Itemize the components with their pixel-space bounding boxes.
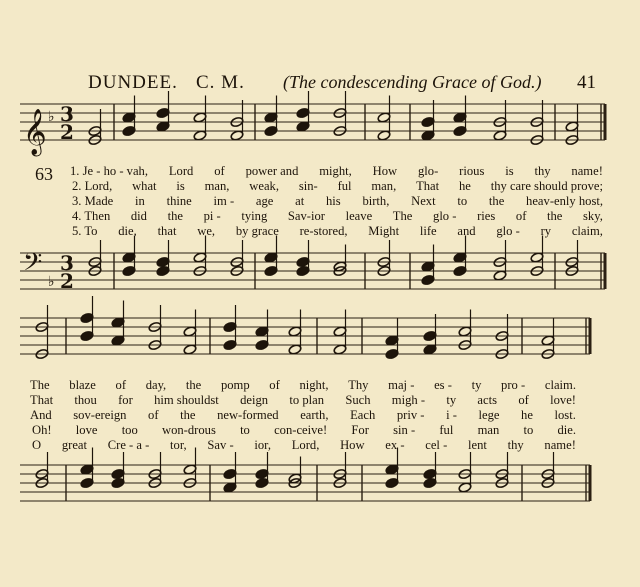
lyric-word: re-stored, <box>299 224 348 238</box>
lyric-word: That <box>30 393 54 407</box>
note-head <box>223 321 237 332</box>
lyric-word: of <box>115 378 127 392</box>
note-head <box>453 265 467 276</box>
lyric-word: acts <box>477 393 498 407</box>
lyric-word: great <box>61 438 87 452</box>
lyric-word: the <box>180 408 196 422</box>
lyric-word: priv - <box>396 408 425 422</box>
lyric-word: his <box>325 194 341 208</box>
note-head <box>80 477 94 488</box>
lyric-word: the <box>547 209 563 223</box>
time-signature-bottom: 2 <box>60 269 74 293</box>
hymn-subtitle: (The condescending Grace of God.) <box>283 72 542 92</box>
lyric-word: thy care should prove; <box>490 179 603 193</box>
lyric-word: of <box>148 408 159 422</box>
note-head <box>530 252 544 263</box>
flat-sign-icon: ♭ <box>48 274 55 290</box>
lyric-word: pro - <box>501 378 526 392</box>
system1-treble-staff <box>0 96 640 166</box>
lyric-word: of <box>269 378 280 392</box>
note-head <box>458 482 472 493</box>
lyric-word: man <box>477 423 500 437</box>
lyric-word: by grace <box>235 224 279 238</box>
note-head <box>193 252 207 263</box>
lyric-word: migh - <box>391 393 426 407</box>
note-head <box>288 344 302 355</box>
lyric-word: what <box>132 179 157 193</box>
note-head <box>458 326 472 337</box>
lyric-word: love <box>75 423 98 437</box>
lyric-word: claim, <box>571 224 603 238</box>
lyric-word: ty <box>471 378 482 392</box>
note-head <box>80 312 94 323</box>
note-head <box>264 252 278 263</box>
lyric-word: Sav - <box>207 438 234 452</box>
lyric-word: too <box>121 423 138 437</box>
note-head <box>80 330 94 341</box>
note-head <box>193 112 207 123</box>
lyric-word: rious <box>459 164 485 178</box>
note-head <box>296 265 310 276</box>
lyric-word: glo- <box>418 164 439 178</box>
lyric-word: man, <box>204 179 230 193</box>
note-head <box>385 477 399 488</box>
note-head <box>565 121 579 132</box>
lyric-word: to plan <box>289 393 325 407</box>
lyric-word: glo - <box>496 224 520 238</box>
note-head <box>264 125 278 136</box>
time-signature-top: 3 <box>60 251 74 275</box>
lyric-word: How <box>372 164 398 178</box>
lyric-word: is <box>176 179 185 193</box>
note-head <box>223 339 237 350</box>
note-head <box>423 477 437 488</box>
lyric-word: man, <box>371 179 397 193</box>
lyric-word: 1. Je - ho - vah, <box>70 164 148 178</box>
note-head <box>156 265 170 276</box>
lyric-word: life <box>419 224 437 238</box>
treble-clef-icon: 𝄞 <box>23 109 47 155</box>
lyric-word: might, <box>319 164 352 178</box>
hymn-number: 63 <box>35 164 53 184</box>
lyric-word: at <box>295 194 305 208</box>
note-head <box>296 107 310 118</box>
lyric-word: ries <box>477 209 496 223</box>
time-signature-bottom: 2 <box>60 120 74 144</box>
lyric-word: deign <box>240 393 269 407</box>
note-head <box>264 265 278 276</box>
lyric-word: For <box>351 423 369 437</box>
verse-line <box>30 378 576 394</box>
lyric-word: the <box>185 378 202 392</box>
note-head <box>183 344 197 355</box>
note-head <box>288 326 302 337</box>
lyric-word: in <box>135 194 145 208</box>
lyric-word: Lord <box>168 164 194 178</box>
lyric-word: ty <box>446 393 457 407</box>
note-head <box>421 130 435 141</box>
lyric-word: 2. Lord, <box>72 179 113 193</box>
lyric-word: name! <box>544 438 576 452</box>
flat-sign-icon: ♭ <box>48 109 55 125</box>
lyric-word: Might <box>368 224 400 238</box>
lyric-word: of <box>214 164 225 178</box>
lyric-word: heav-enly host, <box>526 194 603 208</box>
note-head <box>333 344 347 355</box>
note-head <box>122 265 136 276</box>
lyric-word: The <box>392 209 413 223</box>
lyric-word: to <box>523 423 534 437</box>
meter-label: C. M. <box>196 72 245 93</box>
lyric-word: thine <box>166 194 192 208</box>
note-head <box>156 121 170 132</box>
lyric-word: die. <box>557 423 576 437</box>
lyric-word: leave <box>345 209 373 223</box>
note-head <box>255 339 269 350</box>
lyric-word: ry <box>540 224 552 238</box>
lyric-word: lent <box>468 438 487 452</box>
note-head <box>183 464 197 475</box>
lyric-word: he <box>458 179 471 193</box>
note-head <box>80 464 94 475</box>
lyric-word: claim. <box>544 378 576 392</box>
lyric-word: sov-ereign <box>73 408 127 422</box>
note-head <box>255 468 269 479</box>
system1-bass-staff <box>0 243 640 307</box>
lyric-word: love! <box>550 393 576 407</box>
note-head <box>223 468 237 479</box>
lyric-word: won-drous <box>161 423 216 437</box>
lyric-word: 3. Made <box>72 194 114 208</box>
lyric-word: And <box>30 408 52 422</box>
note-head <box>264 112 278 123</box>
lyric-word: die, <box>118 224 137 238</box>
lyric-word: O <box>32 438 42 452</box>
lyric-word: earth, <box>300 408 329 422</box>
lyric-word: glo - <box>433 209 457 223</box>
lyric-word: of <box>518 393 529 407</box>
lyric-word: day, <box>145 378 167 392</box>
lyric-word: we, <box>197 224 216 238</box>
note-head <box>493 270 507 281</box>
lyric-word: that <box>157 224 177 238</box>
lyric-word: blaze <box>69 378 96 392</box>
note-head <box>421 116 435 127</box>
note-head <box>296 121 310 132</box>
system2-bass-staff <box>0 455 640 519</box>
note-head <box>111 317 125 328</box>
verse-line <box>72 179 603 195</box>
lyric-word: ior, <box>254 438 271 452</box>
lyric-word: Sav-ior <box>287 209 325 223</box>
note-head <box>541 335 555 346</box>
note-head <box>183 326 197 337</box>
lyric-word: pi - <box>203 209 221 223</box>
lyric-word: tor, <box>170 438 187 452</box>
note-head <box>223 482 237 493</box>
lyric-word: Lord, <box>291 438 320 452</box>
note-head <box>421 274 435 285</box>
lyric-word: did <box>130 209 147 223</box>
note-head <box>156 107 170 118</box>
lyric-word: sin - <box>393 423 416 437</box>
lyric-word: thou <box>74 393 97 407</box>
note-head <box>421 261 435 272</box>
lyric-word: im - <box>213 194 235 208</box>
lyric-word: birth, <box>362 194 390 208</box>
note-head <box>385 335 399 346</box>
lyric-word: age <box>255 194 274 208</box>
lyric-word: to <box>240 423 250 437</box>
note-head <box>385 348 399 359</box>
lyric-word: i - <box>446 408 457 422</box>
lyric-word: night, <box>299 378 329 392</box>
lyric-word: Such <box>345 393 371 407</box>
note-head <box>156 256 170 267</box>
lyric-word: of <box>515 209 527 223</box>
lyric-word: lost. <box>554 408 576 422</box>
note-head <box>493 130 507 141</box>
lyric-word: Oh! <box>32 423 52 437</box>
lyric-word: pomp <box>220 378 250 392</box>
lyric-word: maj - <box>388 378 415 392</box>
lyric-word: power and <box>245 164 299 178</box>
lyric-word: the <box>167 209 183 223</box>
note-head <box>423 330 437 341</box>
note-head <box>111 468 125 479</box>
note-head <box>122 125 136 136</box>
lyric-word: Thy <box>348 378 369 392</box>
lyric-word: Each <box>350 408 376 422</box>
note-head <box>453 125 467 136</box>
lyric-word: tying <box>241 209 268 223</box>
lyric-word: ful <box>337 179 352 193</box>
note-head <box>111 477 125 488</box>
bass-clef-icon: 𝄢 <box>23 248 43 283</box>
note-head <box>423 344 437 355</box>
lyric-word: ex - <box>385 438 405 452</box>
lyric-word: con-ceive! <box>274 423 328 437</box>
lyric-word: cel - <box>425 438 448 452</box>
lyric-word: thy <box>534 164 551 178</box>
lyric-word: 5. To <box>72 224 98 238</box>
note-head <box>122 112 136 123</box>
note-head <box>377 112 391 123</box>
verse-line <box>32 423 576 439</box>
note-head <box>423 468 437 479</box>
note-head <box>453 112 467 123</box>
lyric-word: him shouldst <box>154 393 219 407</box>
verse-line <box>72 194 603 210</box>
lyric-word: Next <box>411 194 436 208</box>
page-header <box>0 72 640 98</box>
verse-line <box>30 408 576 424</box>
lyric-word: and <box>457 224 476 238</box>
lyric-word: to <box>457 194 468 208</box>
lyric-word: lege <box>478 408 500 422</box>
verse-line <box>32 438 576 454</box>
lyric-word: the <box>488 194 505 208</box>
lyric-word: How <box>340 438 365 452</box>
lyric-word: name! <box>571 164 603 178</box>
lyric-word: weak, <box>249 179 280 193</box>
note-head <box>296 256 310 267</box>
lyric-word: he <box>521 408 533 422</box>
note-head <box>377 130 391 141</box>
lyric-word: thy <box>507 438 524 452</box>
lyric-word: sky, <box>583 209 603 223</box>
time-signature-top: 3 <box>60 102 74 126</box>
note-head <box>385 464 399 475</box>
note-head <box>111 335 125 346</box>
lyric-word: es - <box>434 378 452 392</box>
lyric-word: Cre - a - <box>107 438 150 452</box>
tune-title: DUNDEE. <box>88 72 178 93</box>
verse-line <box>72 224 603 240</box>
lyric-word: new-formed <box>217 408 279 422</box>
lyric-word: ful <box>439 423 454 437</box>
lyric-word: is <box>505 164 514 178</box>
verse-line <box>72 209 603 225</box>
note-head <box>453 252 467 263</box>
lyric-word: sin- <box>298 179 318 193</box>
system2-treble-staff <box>0 310 640 380</box>
note-head <box>122 252 136 263</box>
lyric-word: That <box>416 179 440 193</box>
verse-line <box>70 164 603 180</box>
lyric-word: for <box>118 393 133 407</box>
lyric-word: The <box>30 378 50 392</box>
lyric-word: 4. Then <box>72 209 111 223</box>
note-head <box>230 130 244 141</box>
note-head <box>333 326 347 337</box>
note-head <box>255 326 269 337</box>
page-number: 41 <box>577 72 596 93</box>
note-head <box>193 130 207 141</box>
verse-line <box>30 393 576 409</box>
note-head <box>255 477 269 488</box>
